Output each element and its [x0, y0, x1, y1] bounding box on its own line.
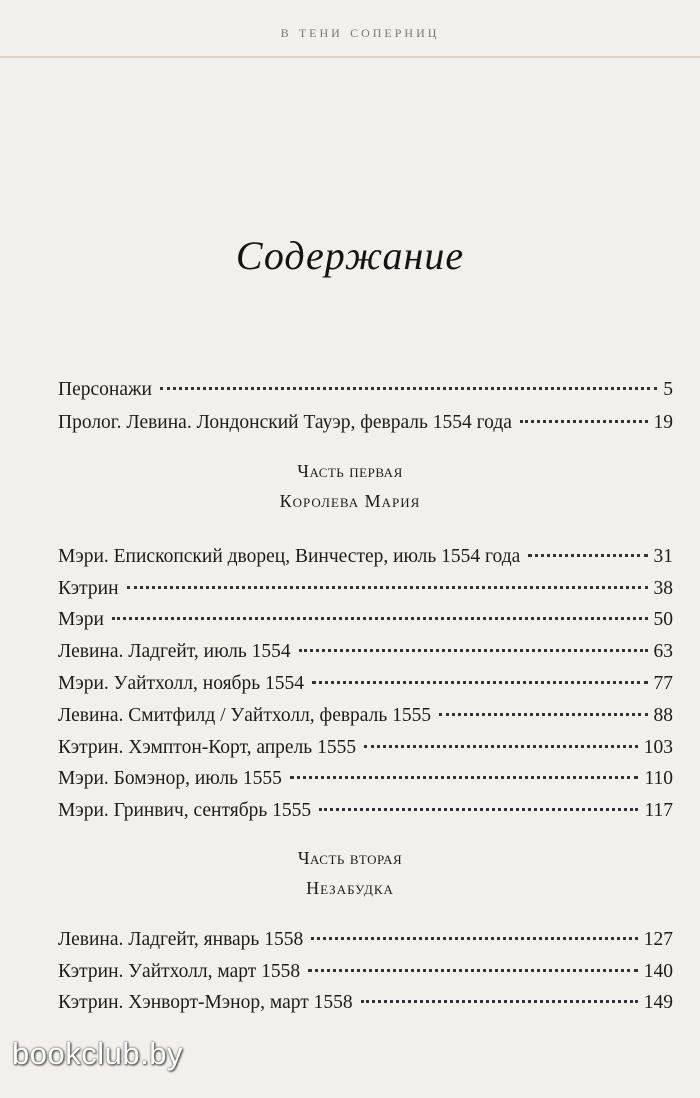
page-edge-line	[0, 56, 700, 58]
toc-entry[interactable]	[58, 765, 673, 793]
toc-entry[interactable]	[58, 409, 673, 437]
page-title: Содержание	[235, 233, 465, 278]
part-one-title: Королева Мария	[279, 491, 421, 511]
toc-entry-label: Мэри	[58, 609, 104, 630]
toc-leader-dots	[160, 387, 657, 390]
toc-entry-page: 110	[644, 768, 673, 789]
toc-entry[interactable]	[58, 606, 673, 634]
toc-entry-label: Кэтрин. Хэмптон-Корт, апрель 1555	[58, 737, 357, 758]
toc-entry-label: Левина. Ладгейт, январь 1558	[58, 929, 304, 950]
toc-leader-dots	[520, 420, 648, 423]
toc-entry-label: Кэтрин. Уайтхолл, март 1558	[58, 961, 301, 982]
toc-entry[interactable]	[58, 670, 673, 698]
toc-leader-dots	[319, 808, 638, 811]
toc-entry-label: Мэри. Епископский дворец, Винчестер, июль 1554 года	[58, 546, 521, 567]
part-one-label: Часть первая	[297, 461, 403, 481]
toc-entry-page: 103	[643, 737, 673, 758]
toc-entry[interactable]	[58, 638, 673, 666]
site-watermark: bookclub.by	[12, 1036, 183, 1071]
toc-entry-label: Персонажи	[58, 379, 152, 400]
toc-entry-label: Мэри. Уайтхолл, ноябрь 1554	[58, 673, 304, 694]
toc-entry-page: 140	[643, 961, 673, 982]
toc-leader-dots	[308, 969, 638, 972]
toc-entry-label: Кэтрин	[58, 578, 119, 599]
toc-entry[interactable]	[58, 702, 673, 730]
toc-entry[interactable]	[58, 926, 673, 954]
part-two-label: Часть вторая	[297, 848, 403, 868]
toc-entry-label: Мэри. Бомэнор, июль 1555	[58, 768, 282, 789]
toc-entry-page: 5	[663, 379, 673, 400]
toc-entry[interactable]	[58, 958, 673, 986]
toc-leader-dots	[364, 745, 638, 748]
toc-entry-label: Левина. Смитфилд / Уайтхолл, февраль 1555	[58, 705, 432, 726]
toc-entry[interactable]	[58, 989, 673, 1017]
toc-entry-page: 38	[653, 578, 673, 599]
toc-entry-page: 63	[653, 641, 673, 662]
toc-entry-page: 88	[653, 705, 673, 726]
toc-leader-dots	[439, 713, 647, 716]
toc-leader-dots	[299, 649, 648, 652]
toc-entry-page: 19	[653, 412, 673, 433]
toc-leader-dots	[361, 1000, 638, 1003]
toc-leader-dots	[312, 681, 648, 684]
toc-entry-label: Пролог. Левина. Лондонский Тауэр, февраль 1554 года	[58, 412, 512, 433]
toc-entry[interactable]	[58, 575, 673, 603]
toc-entry-label: Кэтрин. Хэнворт-Мэнор, март 1558	[58, 992, 353, 1013]
toc-entry-page: 117	[644, 800, 673, 821]
toc-entry[interactable]	[58, 543, 673, 571]
toc-entry-label: Мэри. Гринвич, сентябрь 1555	[58, 800, 312, 821]
toc-entry[interactable]	[58, 734, 673, 762]
toc-entry-page: 149	[643, 992, 673, 1013]
toc-leader-dots	[311, 937, 638, 940]
toc-leader-dots	[127, 586, 648, 589]
toc-entry-label: Левина. Ладгейт, июль 1554	[58, 641, 291, 662]
running-head: в тени соперниц	[280, 22, 440, 41]
toc-leader-dots	[290, 776, 639, 779]
toc-entry-page: 31	[653, 546, 673, 567]
toc-entry-page: 127	[643, 929, 673, 950]
toc-leader-dots	[528, 554, 647, 557]
part-two-title: Незабудка	[306, 878, 394, 898]
toc-entry[interactable]	[58, 797, 673, 825]
toc-entry-page: 50	[653, 609, 673, 630]
toc-entry[interactable]	[58, 376, 673, 404]
toc-leader-dots	[112, 617, 648, 620]
toc-entry-page: 77	[653, 673, 673, 694]
